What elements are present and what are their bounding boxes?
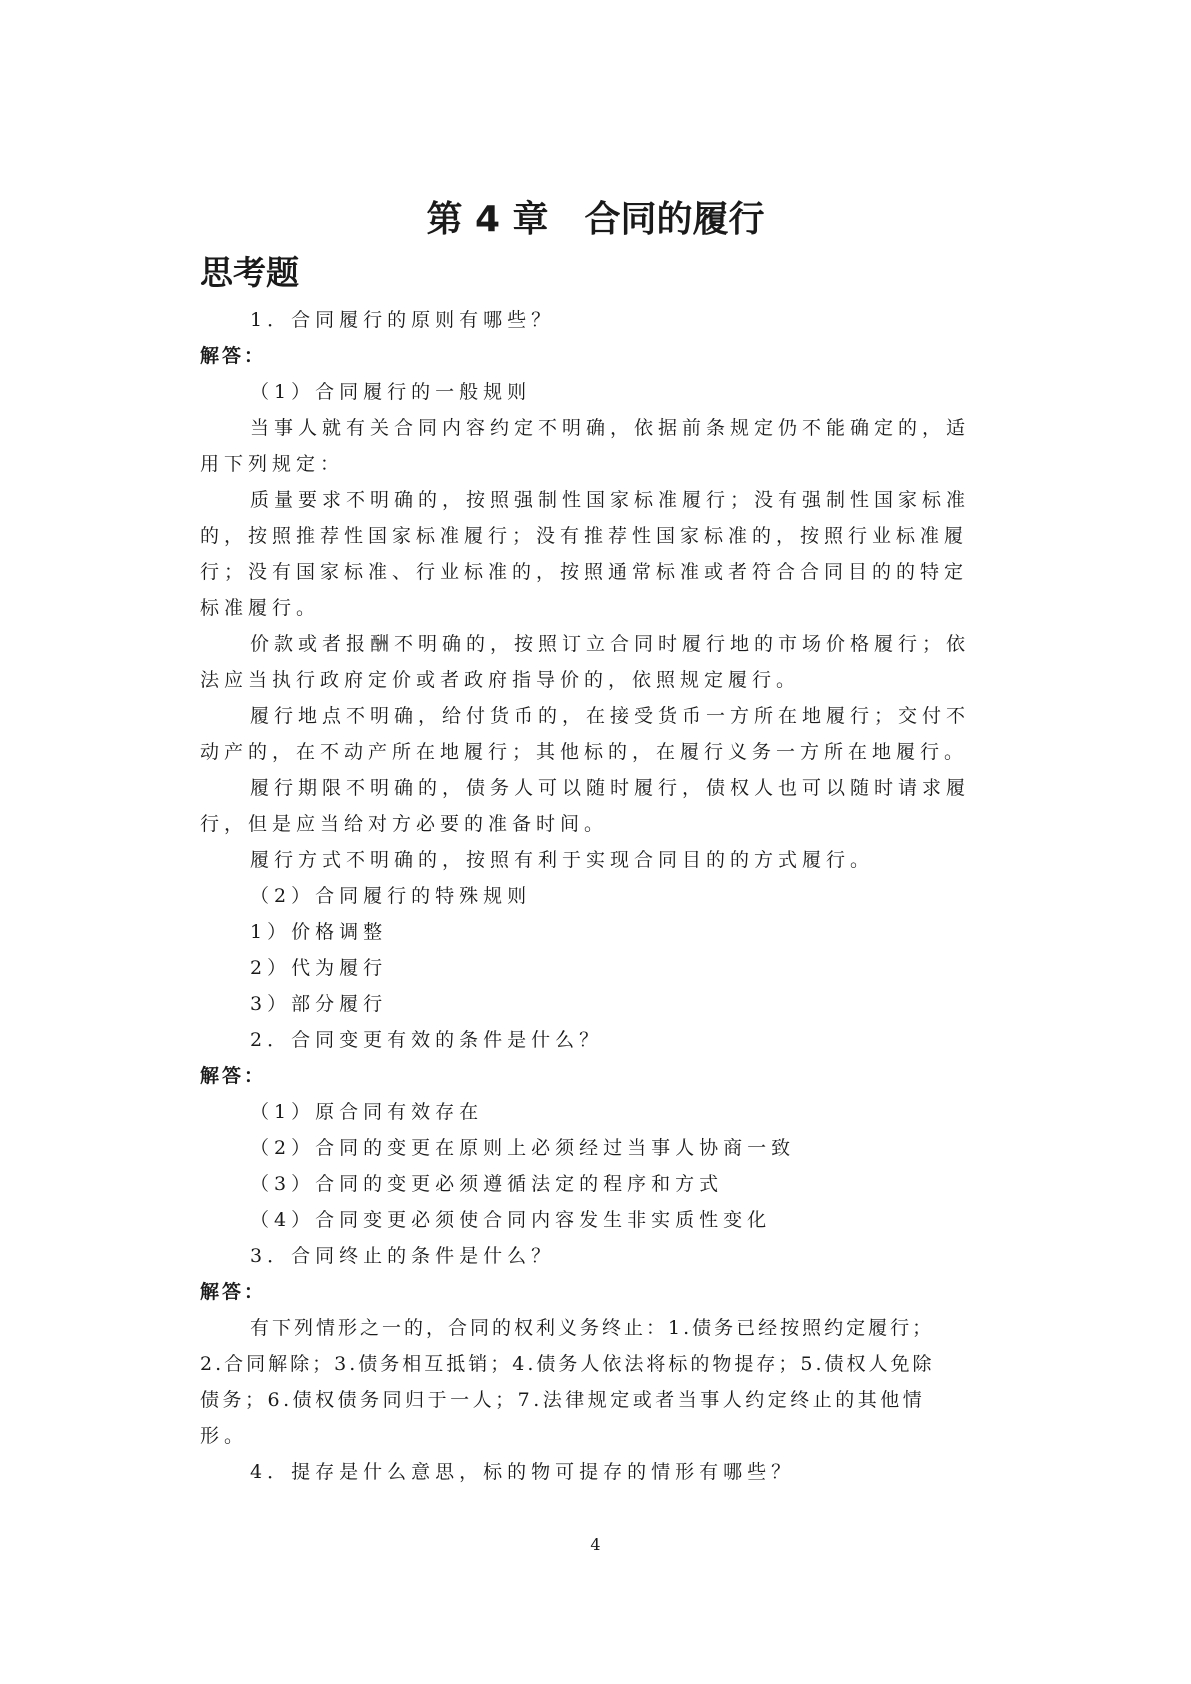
answer-1-line: 用下列规定：	[200, 453, 345, 475]
answer-1-line: 标准履行。	[200, 597, 321, 619]
answer-1-line: 当事人就有关合同内容约定不明确，依据前条规定仍不能确定的，适	[250, 417, 971, 439]
question-4: 4．提存是什么意思，标的物可提存的情形有哪些？	[250, 1461, 796, 1483]
answer-3-line: 债务；6.债权债务同归于一人；7.法律规定或者当事人约定终止的其他情	[200, 1389, 926, 1411]
answer-label-1: 解答：	[200, 345, 267, 367]
answer-1-item: 3）部分履行	[250, 993, 388, 1015]
answer-1-line: 履行期限不明确的，债务人可以随时履行，债权人也可以随时请求履	[250, 777, 971, 799]
answer-1-line: 的，按照推荐性国家标准履行；没有推荐性国家标准的，按照行业标准履	[200, 525, 969, 547]
answer-2-item: （3）合同的变更必须遵循法定的程序和方式	[250, 1173, 724, 1195]
answer-1-line: 行，但是应当给对方必要的准备时间。	[200, 813, 609, 835]
answer-label-2: 解答：	[200, 1065, 267, 1087]
answer-2-item: （1）原合同有效存在	[250, 1101, 484, 1123]
answer-3-line: 2.合同解除；3.债务相互抵销；4.债务人依法将标的物提存；5.债权人免除	[200, 1353, 935, 1375]
answer-1-item: 1）价格调整	[250, 921, 388, 943]
question-1: 1．合同履行的原则有哪些？	[250, 309, 556, 331]
answer-1-line: 法应当执行政府定价或者政府指导价的，依照规定履行。	[200, 669, 801, 691]
answer-2-item: （4）合同变更必须使合同内容发生非实质性变化	[250, 1209, 772, 1231]
answer-1-line: 行；没有国家标准、行业标准的，按照通常标准或者符合合同目的的特定	[200, 561, 969, 583]
section-title: 思考题	[200, 253, 299, 292]
answer-3-line: 形。	[200, 1425, 249, 1447]
answer-1-item: 2）代为履行	[250, 957, 388, 979]
answer-1-line: 动产的，在不动产所在地履行；其他标的，在履行义务一方所在地履行。	[200, 741, 969, 763]
answer-1-heading-1: （1）合同履行的一般规则	[250, 381, 532, 403]
answer-1-line: 质量要求不明确的，按照强制性国家标准履行；没有强制性国家标准	[250, 489, 971, 511]
answer-1-heading-2: （2）合同履行的特殊规则	[250, 885, 532, 907]
page-number: 4	[590, 1535, 601, 1554]
answer-1-line: 履行方式不明确的，按照有利于实现合同目的的方式履行。	[250, 849, 875, 871]
answer-3-line: 有下列情形之一的，合同的权利义务终止：1.债务已经按照约定履行；	[250, 1317, 935, 1339]
answer-label-3: 解答：	[200, 1281, 267, 1303]
question-3: 3．合同终止的条件是什么？	[250, 1245, 556, 1267]
answer-1-line: 履行地点不明确，给付货币的，在接受货币一方所在地履行；交付不	[250, 705, 971, 727]
chapter-title: 第 4 章 合同的履行	[426, 199, 765, 240]
answer-2-item: （2）合同的变更在原则上必须经过当事人协商一致	[250, 1137, 796, 1159]
question-2: 2．合同变更有效的条件是什么？	[250, 1029, 604, 1051]
answer-1-line: 价款或者报酬不明确的，按照订立合同时履行地的市场价格履行；依	[250, 633, 971, 655]
